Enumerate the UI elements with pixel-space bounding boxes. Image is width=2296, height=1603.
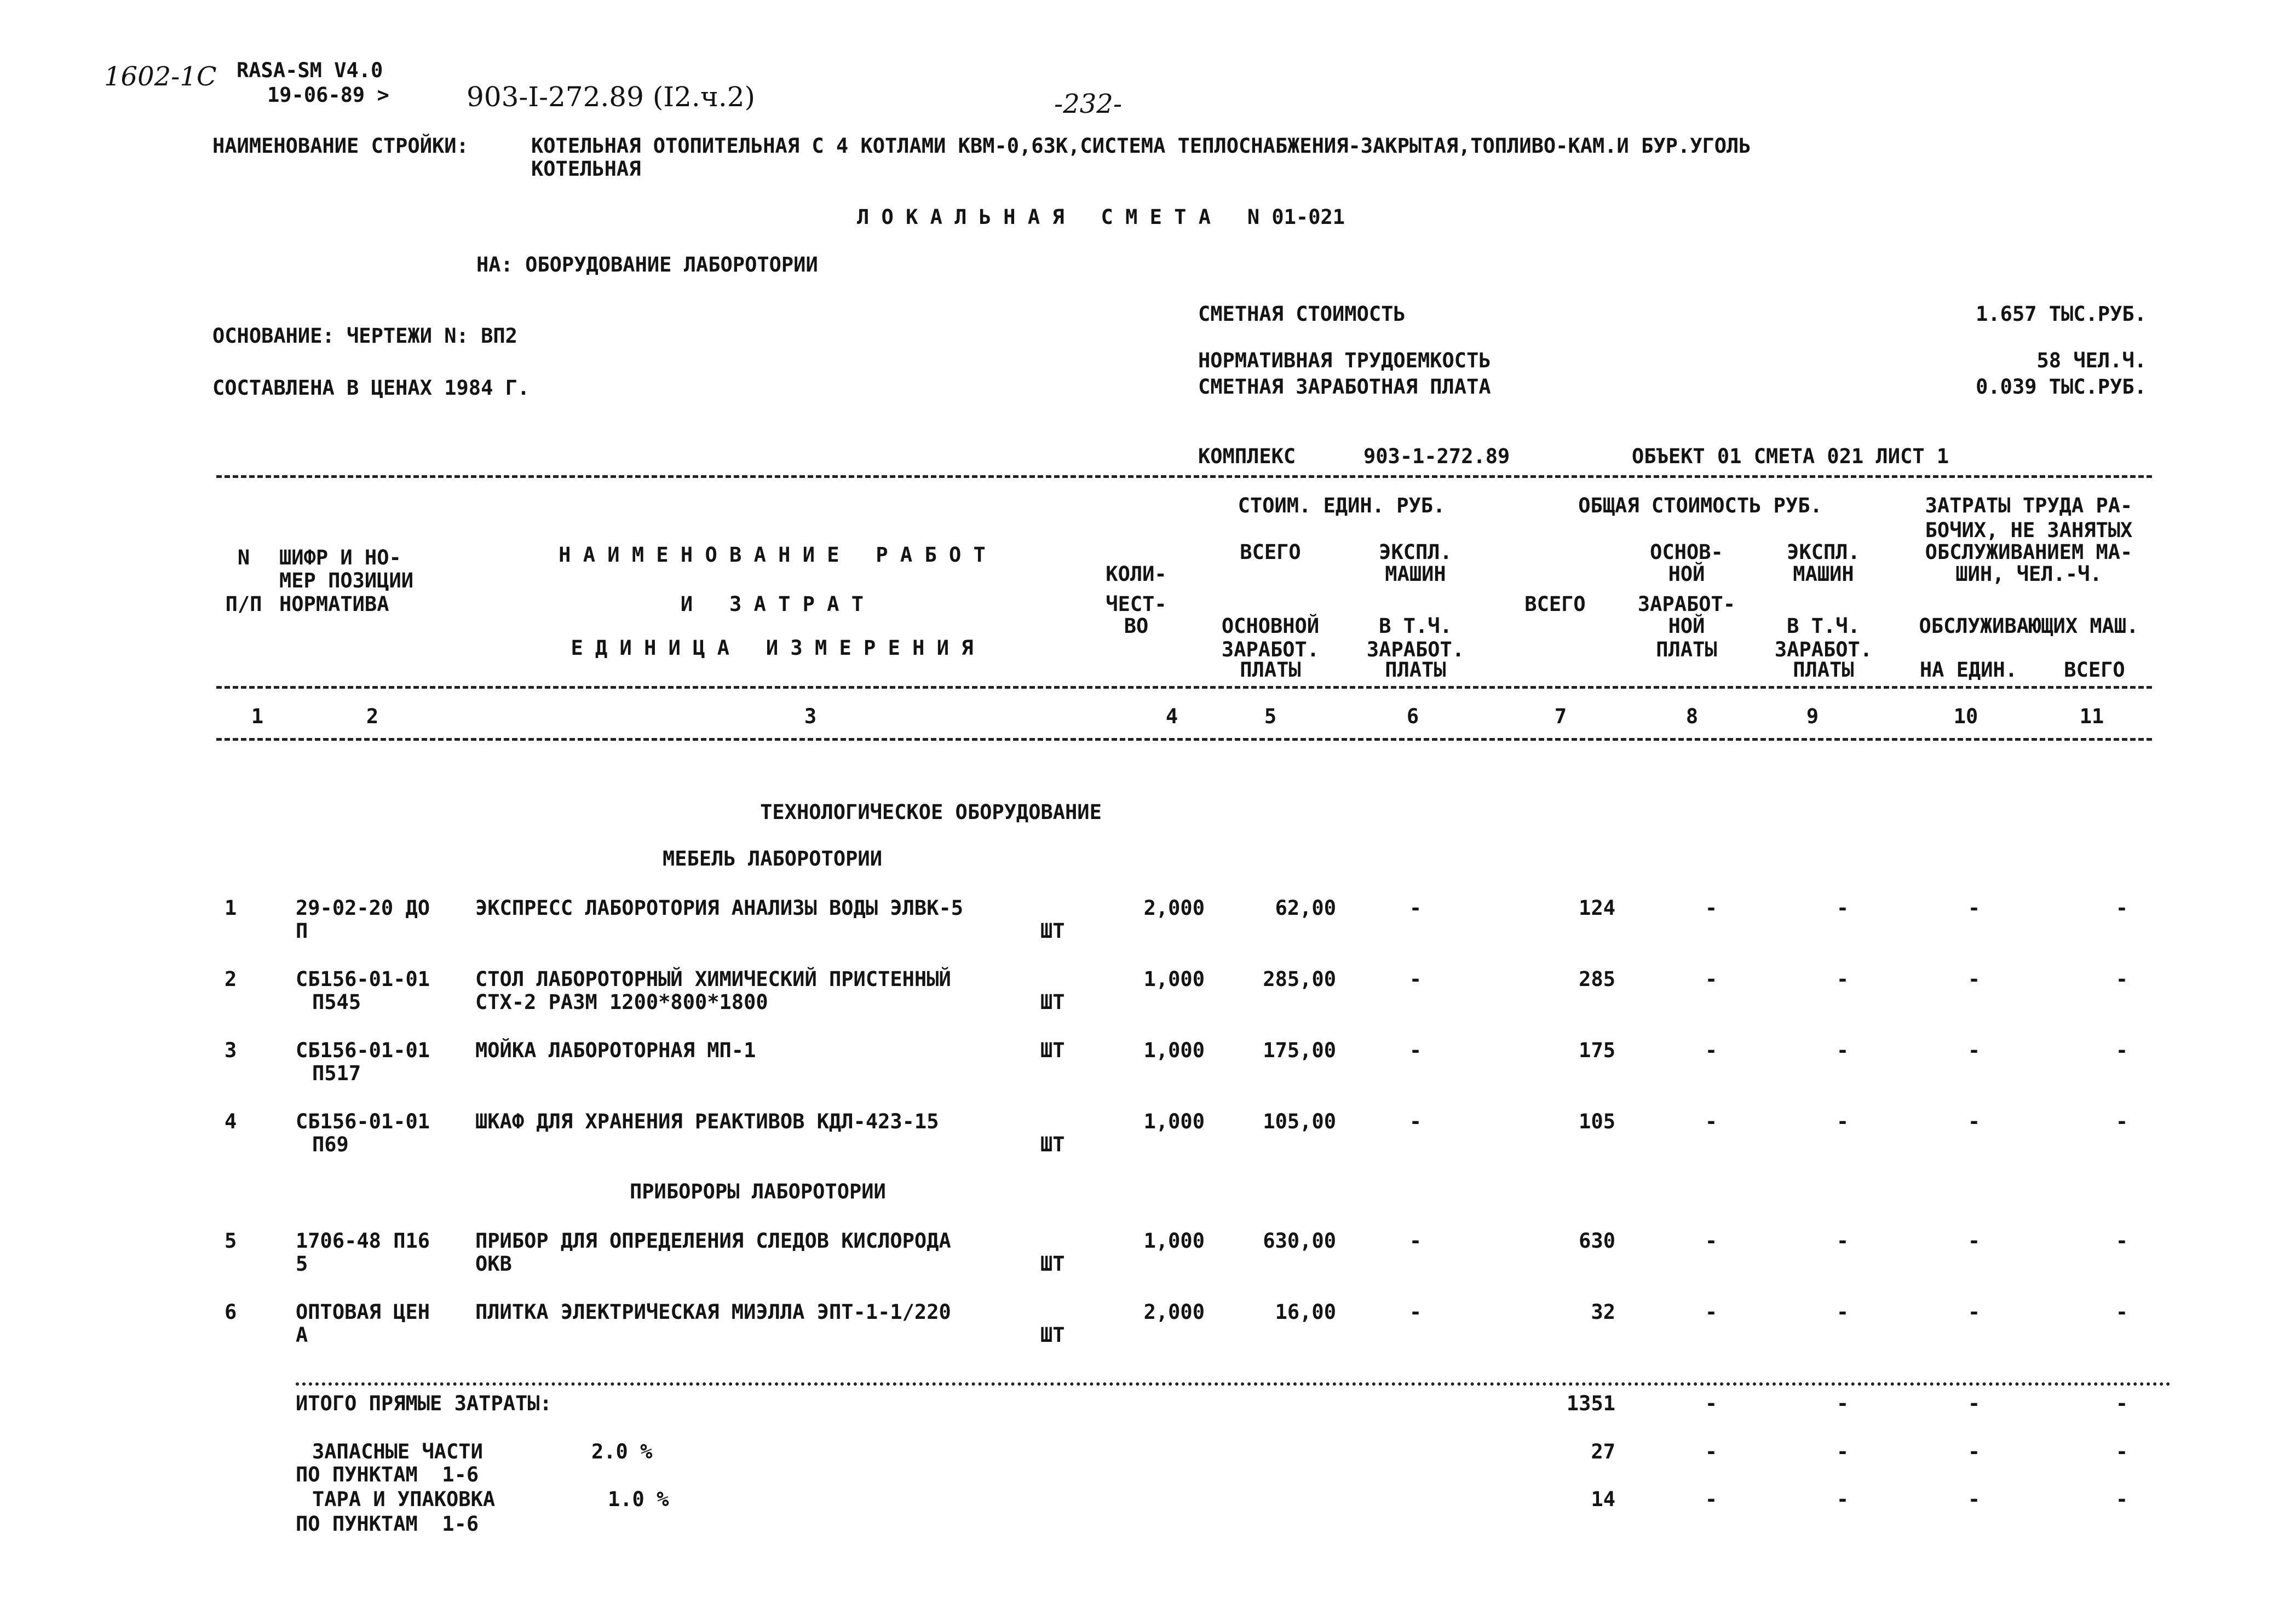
header-col-3: И З А Т Р А Т (680, 592, 864, 616)
handwritten-reference: 1602-1С (104, 61, 217, 92)
header-col-8: ЗАРАБОТ- (1637, 592, 1736, 616)
column-number: 1 (251, 705, 264, 728)
row-quantity: 1,000 (1143, 1039, 1205, 1062)
row-code: СБ156-01-01 (296, 1039, 430, 1062)
row-col-11: - (2115, 1300, 2128, 1324)
construction-label: НАИМЕНОВАНИЕ СТРОЙКИ: (212, 134, 469, 158)
row-col-8: - (1705, 896, 1718, 920)
header-labor: ЗАТРАТЫ ТРУДА РА- (1925, 494, 2133, 517)
header-col-2: МЕР ПОЗИЦИИ (279, 569, 414, 592)
spare-parts-scope: ПО ПУНКТАМ 1-6 (296, 1463, 479, 1486)
header-col-5: ПЛАТЫ (1240, 658, 1301, 682)
estimated-cost-value: 1.657 ТЫС.РУБ. (1976, 302, 2147, 326)
row-col-9: - (1836, 1110, 1849, 1133)
table-rule-top (216, 475, 2152, 478)
header-col-6: В Т.Ч. (1379, 614, 1452, 638)
row-col-9: - (1836, 1229, 1849, 1253)
header-col-9: В Т.Ч. (1787, 614, 1860, 638)
table-rule-mid (216, 686, 2152, 689)
row-number: 3 (225, 1039, 237, 1062)
header-labor: ШИН, ЧЕЛ.-Ч. (1955, 562, 2102, 586)
row-unit: ШТ (1040, 1039, 1065, 1062)
row-total: 32 (1591, 1300, 1615, 1324)
row-col-8: - (1705, 1039, 1718, 1062)
direct-costs-label: ИТОГО ПРЯМЫЕ ЗАТРАТЫ: (296, 1392, 552, 1415)
system-version: RASA-SM V4.0 (237, 59, 383, 82)
row-quantity: 1,000 (1143, 1110, 1205, 1133)
row-code: 29-02-20 ДО (296, 896, 430, 920)
packaging-label: ТАРА И УПАКОВКА (312, 1487, 496, 1511)
row-col-6: - (1409, 896, 1422, 920)
packaging-col-9: - (1836, 1487, 1849, 1511)
row-name: МОЙКА ЛАБОРОТОРНАЯ МП-1 (475, 1039, 756, 1062)
complex-label: КОМПЛЕКС (1198, 445, 1296, 468)
row-total: 124 (1579, 896, 1615, 920)
row-col-6: - (1409, 1300, 1422, 1324)
row-unit-price: 105,00 (1263, 1110, 1336, 1133)
row-code-2: А (296, 1323, 308, 1347)
row-total: 175 (1579, 1039, 1615, 1062)
row-total: 285 (1579, 967, 1615, 991)
header-col-6: МАШИН (1385, 562, 1446, 586)
row-total: 630 (1579, 1229, 1615, 1253)
row-code: СБ156-01-01 (296, 1110, 430, 1133)
estimate-subject: НА: ОБОРУДОВАНИЕ ЛАБОРОТОРИИ (476, 253, 818, 276)
object-sheet: ОБЪЕКТ 01 СМЕТА 021 ЛИСТ 1 (1632, 445, 1949, 468)
row-col-10: - (1967, 1039, 1981, 1062)
spare-col-10: - (1967, 1440, 1981, 1463)
direct-col-9: - (1836, 1392, 1849, 1415)
row-col-6: - (1409, 1229, 1422, 1253)
header-labor-sub: ОБСЛУЖИВАЮЩИХ МАШ. (1919, 614, 2139, 638)
row-col-11: - (2115, 1229, 2128, 1253)
estimated-wage-label: СМЕТНАЯ ЗАРАБОТНАЯ ПЛАТА (1198, 375, 1491, 399)
header-col-11: ВСЕГО (2064, 658, 2125, 682)
row-unit-price: 16,00 (1275, 1300, 1336, 1324)
estimated-cost-label: СМЕТНАЯ СТОИМОСТЬ (1198, 302, 1406, 326)
header-col-8: ПЛАТЫ (1656, 638, 1717, 661)
group-title: МЕБЕЛЬ ЛАБОРОТОРИИ (663, 847, 882, 870)
row-unit-price: 62,00 (1275, 896, 1336, 920)
row-number: 1 (225, 896, 237, 920)
row-unit-price: 175,00 (1263, 1039, 1336, 1062)
row-name: ШКАФ ДЛЯ ХРАНЕНИЯ РЕАКТИВОВ КДЛ-423-15 (475, 1110, 939, 1133)
column-number: 10 (1953, 705, 1978, 728)
row-col-11: - (2115, 967, 2128, 991)
header-col-9: ПЛАТЫ (1793, 658, 1854, 682)
header-col-4: ЧЕСТ- (1106, 592, 1167, 616)
row-col-10: - (1967, 896, 1981, 920)
section-title: ТЕХНОЛОГИЧЕСКОЕ ОБОРУДОВАНИЕ (760, 800, 1102, 824)
header-col-5: ВСЕГО (1240, 540, 1301, 564)
column-number: 11 (2079, 705, 2104, 728)
row-col-10: - (1967, 1300, 1981, 1324)
row-unit-price: 630,00 (1263, 1229, 1336, 1253)
row-code: СБ156-01-01 (296, 967, 430, 991)
estimated-wage-value: 0.039 ТЫС.РУБ. (1976, 375, 2147, 399)
header-col-3: Е Д И Н И Ц А И З М Е Р Е Н И Я (571, 636, 974, 660)
spare-col-9: - (1836, 1440, 1849, 1463)
row-code-2: П69 (312, 1133, 349, 1156)
row-col-6: - (1409, 1110, 1422, 1133)
row-code-2: 5 (296, 1252, 308, 1276)
row-code: 1706-48 П16 (296, 1229, 430, 1253)
row-name: ПЛИТКА ЭЛЕКТРИЧЕСКАЯ МИЭЛЛА ЭПТ-1-1/220 (475, 1300, 951, 1324)
packaging-col-10: - (1967, 1487, 1981, 1511)
price-level: СОСТАВЛЕНА В ЦЕНАХ 1984 Г. (212, 376, 530, 400)
header-col-5: ЗАРАБОТ. (1221, 638, 1320, 661)
header-col-6: ЭКСПЛ. (1379, 540, 1452, 564)
labor-intensity-value: 58 ЧЕЛ.Ч. (2036, 349, 2147, 372)
header-col-4: ВО (1124, 614, 1149, 638)
row-quantity: 2,000 (1143, 896, 1205, 920)
document-code: 903-I-272.89 (I2.ч.2) (467, 81, 756, 113)
row-col-8: - (1705, 1300, 1718, 1324)
row-col-11: - (2115, 1110, 2128, 1133)
row-col-9: - (1836, 967, 1849, 991)
row-unit-price: 285,00 (1263, 967, 1336, 991)
totals-rule (296, 1382, 2171, 1386)
estimate-title: Л О К А Л Ь Н А Я С М Е Т А N 01-021 (857, 205, 1345, 229)
header-col-10: НА ЕДИН. (1919, 658, 2018, 682)
header-col-2: ШИФР И НО- (279, 546, 401, 569)
row-total: 105 (1579, 1110, 1615, 1133)
page-number: -232- (1054, 89, 1123, 119)
column-number: 6 (1406, 705, 1419, 728)
labor-intensity-label: НОРМАТИВНАЯ ТРУДОЕМКОСТЬ (1198, 349, 1491, 372)
row-col-9: - (1836, 896, 1849, 920)
row-unit: ШТ (1040, 1252, 1065, 1276)
row-col-8: - (1705, 1229, 1718, 1253)
row-name: СТОЛ ЛАБОРОТОРНЫЙ ХИМИЧЕСКИЙ ПРИСТЕННЫЙ (475, 967, 951, 991)
header-total-cost: ОБЩАЯ СТОИМОСТЬ РУБ. (1578, 494, 1822, 517)
column-number: 4 (1165, 705, 1178, 728)
header-col-9: МАШИН (1793, 562, 1854, 586)
header-col-6: ЗАРАБОТ. (1366, 638, 1465, 661)
row-name-2: СТХ-2 РАЗМ 1200*800*1800 (475, 990, 768, 1014)
row-col-8: - (1705, 967, 1718, 991)
construction-name: КОТЕЛЬНАЯ ОТОПИТЕЛЬНАЯ С 4 КОТЛАМИ КВМ-0,63К,СИСТЕМА ТЕПЛОСНАБЖЕНИЯ-ЗАКРЫТАЯ,ТОПЛИВО-КАМ.И БУР.УГОЛЬ (531, 134, 1751, 158)
spare-parts-percent: 2.0 % (591, 1440, 653, 1463)
column-number: 3 (804, 705, 817, 728)
column-number: 7 (1554, 705, 1567, 728)
header-unit-cost: СТОИМ. ЕДИН. РУБ. (1238, 494, 1446, 517)
group-title: ПРИБОРОРЫ ЛАБОРОТОРИИ (630, 1180, 886, 1203)
row-unit: ШТ (1040, 990, 1065, 1014)
row-col-10: - (1967, 1110, 1981, 1133)
row-number: 4 (225, 1110, 237, 1133)
row-col-10: - (1967, 967, 1981, 991)
column-number: 2 (366, 705, 379, 728)
header-col-9: ЭКСПЛ. (1787, 540, 1860, 564)
row-col-9: - (1836, 1039, 1849, 1062)
packaging-value: 14 (1591, 1487, 1615, 1511)
header-col-3: Н А И М Е Н О В А Н И Е Р А Б О Т (559, 543, 986, 567)
header-col-6: ПЛАТЫ (1385, 658, 1446, 682)
row-code: ОПТОВАЯ ЦЕН (296, 1300, 430, 1324)
row-code-2: П545 (312, 990, 361, 1014)
header-col-2: НОРМАТИВА (279, 592, 389, 616)
direct-costs-value: 1351 (1566, 1392, 1615, 1415)
row-col-8: - (1705, 1110, 1718, 1133)
header-col-9: ЗАРАБОТ. (1774, 638, 1873, 661)
row-col-6: - (1409, 967, 1422, 991)
row-code-2: П517 (312, 1062, 361, 1085)
packaging-col-8: - (1705, 1487, 1718, 1511)
row-unit: ШТ (1040, 919, 1065, 943)
spare-col-11: - (2115, 1440, 2128, 1463)
spare-parts-value: 27 (1591, 1440, 1615, 1463)
spare-parts-label: ЗАПАСНЫЕ ЧАСТИ (312, 1440, 483, 1463)
packaging-col-11: - (2115, 1487, 2128, 1511)
row-number: 6 (225, 1300, 237, 1324)
complex-value: 903-1-272.89 (1363, 445, 1510, 468)
row-col-11: - (2115, 896, 2128, 920)
row-col-9: - (1836, 1300, 1849, 1324)
row-unit: ШТ (1040, 1133, 1065, 1156)
row-quantity: 1,000 (1143, 967, 1205, 991)
row-name-2: ОКВ (475, 1252, 512, 1276)
spare-col-8: - (1705, 1440, 1718, 1463)
estimate-basis: ОСНОВАНИЕ: ЧЕРТЕЖИ N: ВП2 (212, 324, 517, 348)
column-number: 8 (1685, 705, 1699, 728)
row-number: 2 (225, 967, 237, 991)
header-col-8: НОЙ (1668, 562, 1705, 586)
column-number: 9 (1806, 705, 1819, 728)
header-labor: ОБСЛУЖИВАНИЕМ МА- (1925, 540, 2133, 564)
row-col-11: - (2115, 1039, 2128, 1062)
table-rule-bottom (216, 738, 2152, 741)
row-unit: ШТ (1040, 1323, 1065, 1347)
row-col-10: - (1967, 1229, 1981, 1253)
header-col-1: П/П (225, 592, 262, 616)
direct-col-8: - (1705, 1392, 1718, 1415)
packaging-scope: ПО ПУНКТАМ 1-6 (296, 1512, 479, 1536)
header-col-7: ВСЕГО (1524, 592, 1586, 616)
header-col-8: НОЙ (1668, 614, 1705, 638)
print-date: 19-06-89 > (267, 83, 389, 107)
header-col-4: КОЛИ- (1106, 562, 1167, 586)
row-name: ЭКСПРЕСС ЛАБОРОТОРИЯ АНАЛИЗЫ ВОДЫ ЭЛВК-5 (475, 896, 964, 920)
row-quantity: 2,000 (1143, 1300, 1205, 1324)
row-quantity: 1,000 (1143, 1229, 1205, 1253)
header-col-8: ОСНОВ- (1650, 540, 1723, 564)
row-col-6: - (1409, 1039, 1422, 1062)
direct-col-11: - (2115, 1392, 2128, 1415)
header-col-5: ОСНОВНОЙ (1221, 614, 1320, 638)
header-labor: БОЧИХ, НЕ ЗАНЯТЫХ (1925, 518, 2133, 542)
direct-col-10: - (1967, 1392, 1981, 1415)
packaging-percent: 1.0 % (608, 1487, 669, 1511)
row-number: 5 (225, 1229, 237, 1253)
construction-name-2: КОТЕЛЬНАЯ (531, 157, 641, 181)
header-col-1: N (237, 546, 250, 569)
column-number: 5 (1264, 705, 1277, 728)
row-code-2: П (296, 919, 308, 943)
row-name: ПРИБОР ДЛЯ ОПРЕДЕЛЕНИЯ СЛЕДОВ КИСЛОРОДА (475, 1229, 951, 1253)
